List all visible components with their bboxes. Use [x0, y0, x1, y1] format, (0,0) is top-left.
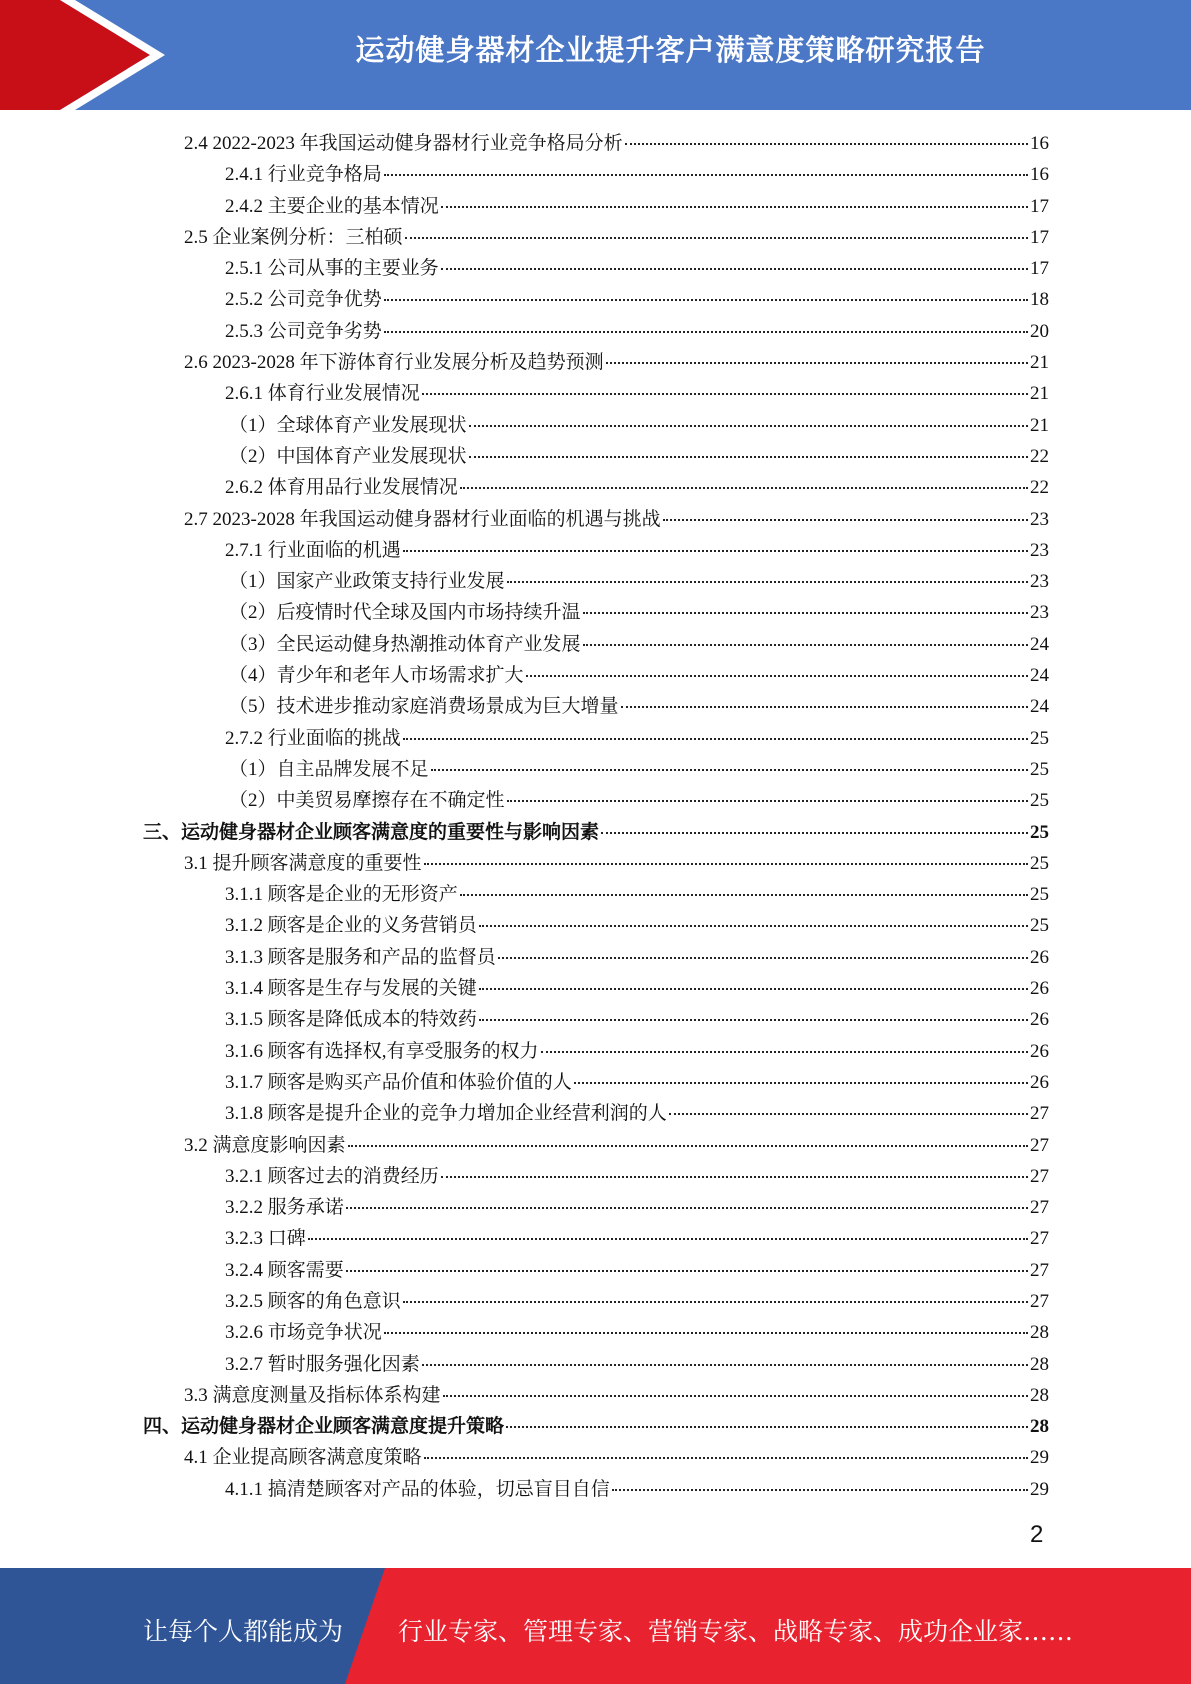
toc-entry[interactable] — [143, 1161, 1049, 1192]
toc-entry-page: 17 — [1030, 195, 1049, 217]
toc-entry[interactable] — [143, 1317, 1049, 1348]
toc-entry[interactable] — [143, 378, 1049, 409]
toc-dot-leader — [479, 925, 1028, 927]
toc-entry[interactable] — [143, 316, 1049, 347]
toc-entry[interactable] — [143, 1474, 1049, 1505]
toc-dot-leader — [507, 581, 1028, 583]
toc-dot-leader — [308, 1238, 1028, 1240]
toc-entry-label: 3.2.3 口碑 — [225, 1228, 306, 1250]
toc-entry[interactable] — [143, 1286, 1049, 1317]
toc-entry-page: 27 — [1030, 1165, 1049, 1187]
toc-entry[interactable] — [143, 1223, 1049, 1254]
toc-dot-leader — [443, 1395, 1028, 1397]
toc-entry[interactable] — [143, 566, 1049, 597]
toc-entry-page: 17 — [1030, 226, 1049, 248]
toc-entry[interactable] — [143, 1098, 1049, 1129]
toc-dot-leader — [469, 456, 1028, 458]
toc-entry-label: 3.3 满意度测量及指标体系构建 — [184, 1384, 441, 1406]
toc-entry-page: 26 — [1030, 1009, 1049, 1031]
toc-entry-page: 17 — [1030, 258, 1049, 280]
toc-entry-label: 3.1.3 顾客是服务和产品的监督员 — [225, 946, 496, 968]
toc-dot-leader — [441, 206, 1028, 208]
toc-entry-label: 4.1 企业提高顾客满意度策略 — [184, 1447, 422, 1469]
toc-entry-page: 28 — [1030, 1416, 1049, 1438]
toc-entry-label: 四、运动健身器材企业顾客满意度提升策略 — [143, 1416, 505, 1438]
toc-dot-leader — [460, 487, 1028, 489]
toc-dot-leader — [507, 800, 1028, 802]
toc-entry[interactable] — [143, 660, 1049, 691]
toc-entry[interactable] — [143, 848, 1049, 879]
toc-entry[interactable] — [143, 1442, 1049, 1473]
toc-entry[interactable] — [143, 284, 1049, 315]
toc-entry-label: 3.2.4 顾客需要 — [225, 1259, 344, 1281]
toc-dot-leader — [431, 769, 1028, 771]
toc-dot-leader — [405, 237, 1028, 239]
page-number: 2 — [1030, 1521, 1044, 1548]
report-header — [0, 0, 1191, 110]
toc-entry-label: 3.1 提升顾客满意度的重要性 — [184, 852, 422, 874]
toc-entry[interactable] — [143, 1192, 1049, 1223]
toc-entry[interactable] — [143, 1411, 1049, 1442]
toc-entry[interactable] — [143, 1067, 1049, 1098]
toc-entry-label: 2.6.2 体育用品行业发展情况 — [225, 477, 458, 499]
toc-entry[interactable] — [143, 910, 1049, 941]
toc-entry[interactable] — [143, 785, 1049, 816]
toc-entry[interactable] — [143, 817, 1049, 848]
toc-entry-label: 3.2.5 顾客的角色意识 — [225, 1290, 401, 1312]
toc-entry[interactable] — [143, 410, 1049, 441]
toc-entry-label: 2.4.2 主要企业的基本情况 — [225, 195, 439, 217]
toc-entry-page: 20 — [1030, 320, 1049, 342]
toc-entry-label: 2.4 2022-2023 年我国运动健身器材行业竞争格局分析 — [184, 133, 623, 154]
toc-entry[interactable] — [143, 128, 1049, 159]
toc-entry-page: 24 — [1030, 665, 1049, 687]
toc-entry[interactable] — [143, 1380, 1049, 1411]
toc-entry-page: 27 — [1030, 1290, 1049, 1312]
toc-dot-leader — [441, 268, 1028, 270]
toc-entry-page: 25 — [1030, 915, 1049, 937]
toc-entry-page: 26 — [1030, 978, 1049, 1000]
toc-entry[interactable] — [143, 441, 1049, 472]
toc-entry[interactable] — [143, 973, 1049, 1004]
toc-entry-label: 2.5.2 公司竞争优势 — [225, 289, 382, 311]
toc-entry[interactable] — [143, 1004, 1049, 1035]
toc-entry-page: 24 — [1030, 696, 1049, 718]
report-footer — [0, 1568, 1191, 1684]
toc-entry-page: 25 — [1030, 758, 1049, 780]
toc-dot-leader — [424, 863, 1028, 865]
toc-entry-label: 2.7.2 行业面临的挑战 — [225, 727, 401, 749]
toc-dot-leader — [460, 894, 1028, 896]
toc-entry-page: 21 — [1030, 383, 1049, 405]
toc-dot-leader — [498, 957, 1028, 959]
toc-entry-label: 3.1.8 顾客是提升企业的竞争力增加企业经营利润的人 — [225, 1103, 667, 1125]
toc-entry-label: 3.1.2 顾客是企业的义务营销员 — [225, 915, 477, 937]
toc-entry-page: 18 — [1030, 289, 1049, 311]
toc-dot-leader — [424, 1457, 1028, 1459]
toc-entry-page: 25 — [1030, 727, 1049, 749]
toc-entry-label: （1）国家产业政策支持行业发展 — [229, 571, 505, 593]
toc-entry-page: 16 — [1030, 133, 1049, 154]
toc-entry-label: （2）中美贸易摩擦存在不确定性 — [229, 790, 505, 812]
toc-entry-page: 23 — [1030, 539, 1049, 561]
toc-entry-label: 3.1.5 顾客是降低成本的特效药 — [225, 1009, 477, 1031]
table-of-contents — [143, 128, 1049, 1505]
toc-dot-leader — [669, 1113, 1028, 1115]
toc-entry-label: 3.2.7 暂时服务强化因素 — [225, 1353, 420, 1375]
toc-entry-label: 3.1.4 顾客是生存与发展的关键 — [225, 978, 477, 1000]
toc-entry-label: 三、运动健身器材企业顾客满意度的重要性与影响因素 — [143, 821, 600, 843]
toc-entry-label: 3.1.6 顾客有选择权,有享受服务的权力 — [225, 1040, 539, 1062]
toc-dot-leader — [574, 1082, 1028, 1084]
toc-entry[interactable] — [143, 754, 1049, 785]
toc-entry-label: （1）自主品牌发展不足 — [229, 758, 429, 780]
toc-entry-label: 2.6.1 体育行业发展情况 — [225, 383, 420, 405]
toc-entry-label: 2.4.1 行业竞争格局 — [225, 164, 382, 186]
toc-entry-page: 21 — [1030, 352, 1049, 374]
toc-entry-label: 2.5 企业案例分析：三柏硕 — [184, 226, 403, 248]
toc-entry-page: 29 — [1030, 1447, 1049, 1469]
toc-entry-label: 3.2.1 顾客过去的消费经历 — [225, 1165, 439, 1187]
toc-entry-page: 23 — [1030, 602, 1049, 624]
toc-entry[interactable] — [143, 191, 1049, 222]
toc-dot-leader — [663, 519, 1028, 521]
toc-entry-page: 28 — [1030, 1384, 1049, 1406]
toc-entry-label: （3）全民运动健身热潮推动体育产业发展 — [229, 633, 581, 655]
toc-entry[interactable] — [143, 253, 1049, 284]
toc-dot-leader — [346, 1270, 1028, 1272]
toc-entry-label: 3.2 满意度影响因素 — [184, 1134, 346, 1156]
toc-entry-label: 4.1.1 搞清楚顾客对产品的体验，切忌盲目自信 — [225, 1478, 610, 1500]
toc-entry[interactable] — [143, 597, 1049, 628]
toc-entry-page: 26 — [1030, 946, 1049, 968]
toc-dot-leader — [541, 1051, 1028, 1053]
toc-entry[interactable] — [143, 472, 1049, 503]
toc-entry-page: 16 — [1030, 164, 1049, 186]
toc-dot-leader — [583, 612, 1028, 614]
toc-entry[interactable] — [143, 1130, 1049, 1161]
toc-dot-leader — [384, 299, 1028, 301]
toc-dot-leader — [506, 1426, 1028, 1428]
toc-entry-page: 28 — [1030, 1353, 1049, 1375]
toc-entry-page: 28 — [1030, 1322, 1049, 1344]
toc-entry-page: 25 — [1030, 852, 1049, 874]
toc-entry-label: （1）全球体育产业发展现状 — [229, 414, 467, 436]
toc-dot-leader — [348, 1145, 1028, 1147]
toc-entry-page: 29 — [1030, 1478, 1049, 1500]
toc-dot-leader — [621, 706, 1028, 708]
toc-entry-page: 27 — [1030, 1134, 1049, 1156]
toc-entry-page: 27 — [1030, 1197, 1049, 1219]
report-title: 运动健身器材企业提升客户满意度策略研究报告 — [355, 33, 986, 67]
toc-entry-page: 25 — [1030, 884, 1049, 906]
toc-entry-page: 27 — [1030, 1228, 1049, 1250]
toc-entry-label: 3.2.2 服务承诺 — [225, 1197, 344, 1219]
toc-entry-page: 23 — [1030, 508, 1049, 530]
toc-entry-page: 21 — [1030, 414, 1049, 436]
toc-entry-label: 3.1.1 顾客是企业的无形资产 — [225, 884, 458, 906]
toc-dot-leader — [469, 425, 1028, 427]
toc-entry-label: 2.5.3 公司竞争劣势 — [225, 320, 382, 342]
toc-entry[interactable] — [143, 1255, 1049, 1286]
toc-entry-page: 27 — [1030, 1259, 1049, 1281]
toc-entry-page: 25 — [1030, 790, 1049, 812]
toc-dot-leader — [384, 331, 1028, 333]
toc-entry-page: 26 — [1030, 1071, 1049, 1093]
toc-entry[interactable] — [143, 347, 1049, 378]
toc-entry-page: 24 — [1030, 633, 1049, 655]
toc-dot-leader — [384, 1332, 1028, 1334]
toc-entry[interactable] — [143, 723, 1049, 754]
toc-dot-leader — [479, 988, 1028, 990]
toc-dot-leader — [384, 174, 1028, 176]
toc-entry-label: 3.2.6 市场竞争状况 — [225, 1322, 382, 1344]
toc-dot-leader — [403, 1301, 1028, 1303]
toc-entry-label: 2.5.1 公司从事的主要业务 — [225, 258, 439, 280]
toc-entry[interactable] — [143, 222, 1049, 253]
toc-dot-leader — [403, 738, 1028, 740]
toc-dot-leader — [422, 393, 1028, 395]
toc-entry[interactable] — [143, 942, 1049, 973]
toc-entry-label: 2.6 2023-2028 年下游体育行业发展分析及趋势预测 — [184, 352, 604, 374]
toc-entry[interactable] — [143, 691, 1049, 722]
toc-entry[interactable] — [143, 1036, 1049, 1067]
toc-dot-leader — [403, 550, 1028, 552]
toc-dot-leader — [612, 1489, 1028, 1491]
toc-dot-leader — [441, 1176, 1028, 1178]
toc-entry[interactable] — [143, 504, 1049, 535]
toc-dot-leader — [479, 1019, 1028, 1021]
toc-entry-label: （5）技术进步推动家庭消费场景成为巨大增量 — [229, 696, 619, 718]
toc-entry-label: （2）中国体育产业发展现状 — [229, 445, 467, 467]
toc-entry-label: （4）青少年和老年人市场需求扩大 — [229, 665, 524, 687]
toc-entry-label: 2.7 2023-2028 年我国运动健身器材行业面临的机遇与挑战 — [184, 508, 661, 530]
toc-entry-page: 26 — [1030, 1040, 1049, 1062]
toc-entry-page: 25 — [1030, 821, 1049, 843]
toc-dot-leader — [606, 362, 1028, 364]
toc-entry-page: 23 — [1030, 571, 1049, 593]
footer-slogan-right: 行业专家、管理专家、营销专家、战略专家、成功企业家…… — [398, 1617, 1074, 1646]
toc-entry-label: 2.7.1 行业面临的机遇 — [225, 539, 401, 561]
toc-entry-page: 22 — [1030, 477, 1049, 499]
toc-dot-leader — [526, 675, 1028, 677]
toc-entry[interactable] — [143, 1349, 1049, 1380]
toc-entry[interactable] — [143, 629, 1049, 660]
toc-dot-leader — [583, 644, 1028, 646]
toc-entry[interactable] — [143, 879, 1049, 910]
toc-entry[interactable] — [143, 159, 1049, 190]
toc-entry-label: 3.1.7 顾客是购买产品价值和体验价值的人 — [225, 1071, 572, 1093]
toc-dot-leader — [346, 1207, 1028, 1209]
toc-entry[interactable] — [143, 535, 1049, 566]
footer-slogan-left: 让每个人都能成为 — [143, 1617, 344, 1646]
toc-dot-leader — [601, 832, 1028, 834]
toc-entry-page: 27 — [1030, 1103, 1049, 1125]
toc-dot-leader — [422, 1364, 1028, 1366]
toc-entry-label: （2）后疫情时代全球及国内市场持续升温 — [229, 602, 581, 624]
toc-entry-page: 22 — [1030, 445, 1049, 467]
toc-dot-leader — [625, 143, 1028, 145]
